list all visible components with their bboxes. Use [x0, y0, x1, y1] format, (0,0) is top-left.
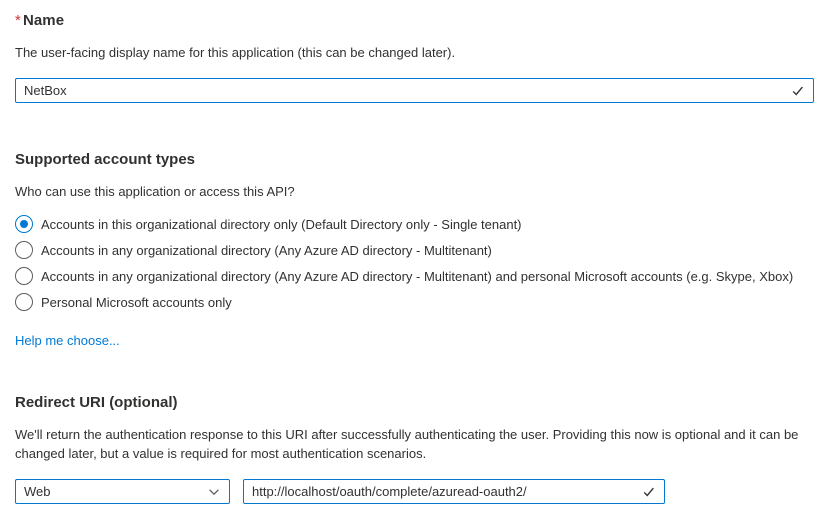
option-label: Accounts in this organizational directory only (Default Directory only - Single tenant): [41, 216, 522, 232]
name-input-container: [15, 78, 814, 103]
radio-icon[interactable]: [15, 241, 33, 259]
name-field-label: [15, 12, 814, 29]
option-label: Personal Microsoft accounts only: [41, 294, 232, 310]
radio-icon[interactable]: [15, 293, 33, 311]
platform-select[interactable]: [15, 479, 230, 504]
valid-checkmark-icon: [642, 485, 656, 499]
required-asterisk: *: [15, 12, 21, 29]
account-type-option-multitenant-personal[interactable]: [15, 263, 814, 289]
platform-select-value: Web: [24, 484, 51, 499]
redirect-uri-heading: Redirect URI (optional): [15, 394, 178, 411]
redirect-uri-description: We'll return the authentication response to this URI after successfully authenticating the user. Providing this now is optional and it can be changed later, but a value is required for most authentication scenarios.: [15, 427, 799, 461]
account-types-question: Who can use this application or access this API?: [15, 184, 295, 199]
account-types-options: [15, 211, 814, 315]
account-types-heading: Supported account types: [15, 151, 196, 168]
chevron-down-icon: [207, 485, 221, 499]
account-type-option-single-tenant[interactable]: [15, 211, 814, 237]
radio-icon[interactable]: [15, 267, 33, 285]
redirect-uri-input[interactable]: [252, 484, 636, 499]
radio-icon[interactable]: [15, 215, 33, 233]
name-input[interactable]: [24, 83, 785, 98]
account-type-option-personal-only[interactable]: [15, 289, 814, 315]
name-label-text: Name: [22, 12, 65, 29]
name-description: The user-facing display name for this application (this can be changed later).: [15, 45, 456, 60]
option-label: Accounts in any organizational directory (Any Azure AD directory - Multitenant): [41, 242, 492, 258]
valid-checkmark-icon: [791, 84, 805, 98]
redirect-uri-row: [15, 479, 814, 504]
help-me-choose-link[interactable]: Help me choose...: [15, 333, 120, 348]
account-type-option-multitenant[interactable]: [15, 237, 814, 263]
redirect-uri-input-container: [243, 479, 665, 504]
option-label: Accounts in any organizational directory (Any Azure AD directory - Multitenant) and personal Microsoft accounts (e.g. Skype, Xbox): [41, 268, 794, 284]
